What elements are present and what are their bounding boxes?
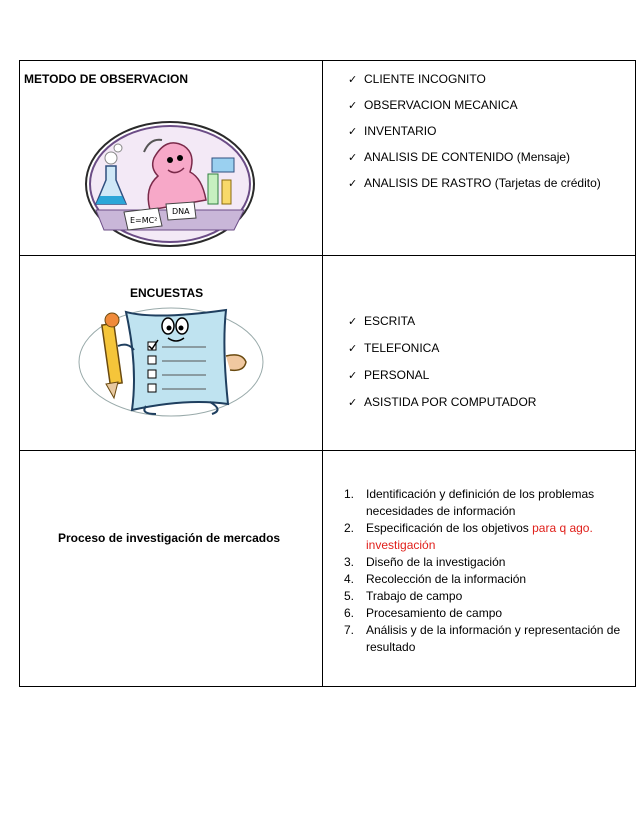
list-item: ✓ ESCRITA: [348, 314, 416, 328]
list-item: ✓ OBSERVACION MECANICA: [348, 98, 518, 112]
dna-label: DNA: [172, 207, 190, 216]
list-item: ✓ ASISTIDA POR COMPUTADOR: [348, 395, 537, 409]
list-item: ✓ CLIENTE INCOGNITO: [348, 72, 486, 86]
check-icon: ✓: [348, 151, 358, 164]
emc2-label: E=MC²: [130, 216, 158, 225]
table-row-divider-1: [19, 255, 636, 256]
list-item: ✓ ANALISIS DE CONTENIDO (Mensaje): [348, 150, 571, 164]
table-border-top: [19, 60, 636, 61]
observation-list: [348, 72, 601, 202]
check-icon: ✓: [348, 342, 358, 355]
surveys-title: ENCUESTAS: [130, 286, 204, 300]
process-steps-list: 1. Identificación y definición de los problemas necesidades de información 2. Especificación de los objetivos para q ago. investigación 3. Diseño de la investigación 4. Recolección de la información 5. Trabajo de campo 6. Procesamiento de campo 7. Análisis y de la información y representación de resultado: [344, 487, 621, 654]
list-item: ✓ INVENTARIO: [348, 124, 437, 138]
check-icon: ✓: [348, 125, 358, 138]
survey-paper-clipart: [76, 306, 266, 418]
check-icon: ✓: [348, 315, 358, 328]
check-icon: ✓: [348, 369, 358, 382]
list-item: ✓ ANALISIS DE RASTRO (Tarjetas de crédito): [348, 176, 601, 190]
observation-method-title: METODO DE OBSERVACION: [24, 72, 189, 86]
list-item: ✓ PERSONAL: [348, 368, 430, 382]
table-border-left: [19, 60, 20, 687]
check-icon: ✓: [348, 396, 358, 409]
table-column-divider: [322, 60, 323, 687]
scientist-clipart: [84, 118, 256, 250]
list-item: ✓ TELEFONICA: [348, 341, 440, 355]
check-icon: ✓: [348, 177, 358, 190]
market-research-process-title: Proceso de investigación de mercados: [58, 531, 281, 545]
table-border-bottom: [19, 686, 636, 687]
check-icon: ✓: [348, 99, 358, 112]
check-icon: ✓: [348, 73, 358, 86]
survey-list: [348, 314, 536, 422]
table-row-divider-2: [19, 450, 636, 451]
